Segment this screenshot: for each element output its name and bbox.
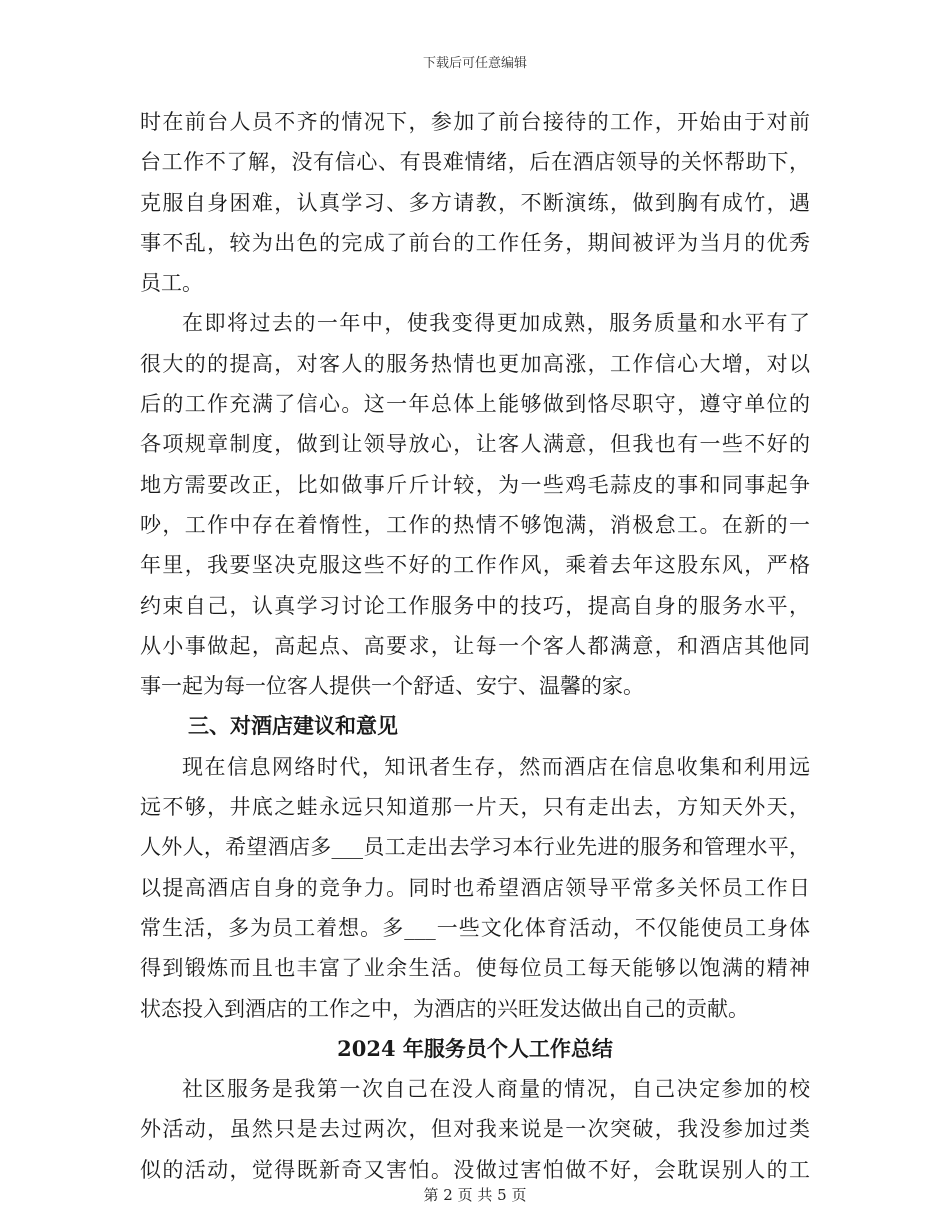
text-line: 状态投入到酒店的工作之中，为酒店的兴旺发达做出自己的贡献。 xyxy=(140,996,749,1021)
text-line: 后的工作充满了信心。这一年总体上能够做到恪尽职守，遵守单位的 xyxy=(140,392,810,417)
text-line: 各项规章制度，做到让领导放心，让客人满意，但我也有一些不好的 xyxy=(140,432,810,457)
text-line: 吵，工作中存在着惰性，工作的热情不够饱满，消极怠工。在新的一 xyxy=(140,512,810,537)
text-line: 远不够，井底之蛙永远只知道那一片天，只有走出去，方知天外天， xyxy=(140,795,810,820)
text-line: 得到锻炼而且也丰富了业余生活。使每位员工每天能够以饱满的精神 xyxy=(140,956,810,981)
text-line: 在即将过去的一年中，使我变得更加成熟，服务质量和水平有了 xyxy=(182,311,810,336)
text-line: 似的活动，觉得既新奇又害怕。没做过害怕做不好，会耽误别人的工 xyxy=(140,1157,810,1182)
text-line: 人外人，希望酒店多___员工走出去学习本行业先进的服务和管理水平， xyxy=(140,835,810,860)
text-line: 事不乱，较为出色的完成了前台的工作任务，期间被评为当月的优秀 xyxy=(140,230,810,255)
text-line: 约束自己，认真学习讨论工作服务中的技巧，提高自身的服务水平， xyxy=(140,593,810,618)
text-line: 年里，我要坚决克服这些不好的工作作风，乘着去年这股东风，严格 xyxy=(140,553,810,578)
text-line: 常生活，多为员工着想。多___一些文化体育活动，不仅能使员工身体 xyxy=(140,915,810,940)
document-body xyxy=(140,102,810,1190)
text-line: 地方需要改正，比如做事斤斤计较，为一些鸡毛蒜皮的事和同事起争 xyxy=(140,472,810,497)
text-line: 现在信息网络时代，知讯者生存，然而酒店在信息收集和利用远 xyxy=(182,754,810,779)
text-line: 克服自身困难，认真学习、多方请教，不断演练，做到胸有成竹，遇 xyxy=(140,190,810,215)
text-line: 很大的的提高，对客人的服务热情也更加高涨，工作信心大增，对以 xyxy=(140,351,810,376)
page-footer: 第 2 页 共 5 页 xyxy=(423,1186,527,1204)
text-line: 员工。 xyxy=(140,271,203,296)
text-line: 时在前台人员不齐的情况下，参加了前台接待的工作，开始由于对前 xyxy=(140,110,810,134)
page-header: 下载后可任意编辑 xyxy=(422,56,527,71)
text-line: 台工作不了解，没有信心、有畏难情绪，后在酒店领导的关怀帮助下， xyxy=(140,150,810,175)
text-line: 以提高酒店自身的竞争力。同时也希望酒店领导平常多关怀员工作日 xyxy=(140,875,810,900)
section-title: 2024 年服务员个人工作总结 xyxy=(337,1035,613,1061)
section-heading: 三、对酒店建议和意见 xyxy=(188,713,398,739)
text-line: 外活动，虽然只是去过两次，但对我来说是一次突破，我没参加过类 xyxy=(140,1117,810,1142)
text-line: 从小事做起，高起点、高要求，让每一个客人都满意，和酒店其他同 xyxy=(140,633,810,658)
text-line: 社区服务是我第一次自己在没人商量的情况，自己决定参加的校 xyxy=(182,1077,810,1102)
text-line: 事一起为每一位客人提供一个舒适、安宁、温馨的家。 xyxy=(140,674,644,699)
